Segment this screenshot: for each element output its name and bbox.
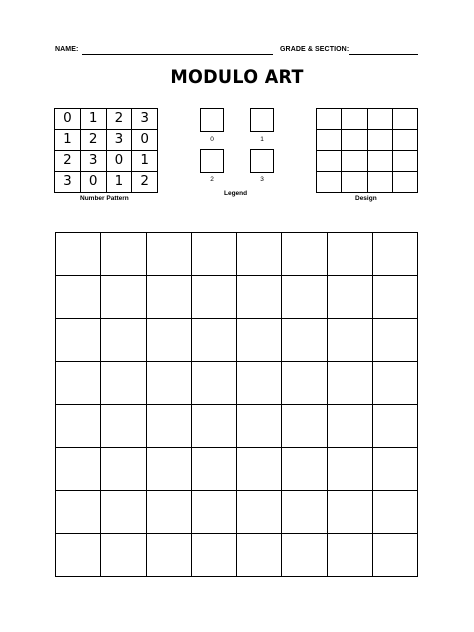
drawing-grid-cell[interactable] <box>282 491 327 534</box>
drawing-grid-cell[interactable] <box>146 405 191 448</box>
design-cell[interactable] <box>342 130 367 151</box>
drawing-grid-cell[interactable] <box>56 448 101 491</box>
design-cell[interactable] <box>367 109 392 130</box>
drawing-grid-cell[interactable] <box>372 233 417 276</box>
grade-section-field-line[interactable] <box>349 54 418 55</box>
drawing-grid-cell[interactable] <box>237 534 282 577</box>
drawing-grid-cell[interactable] <box>101 534 146 577</box>
drawing-grid-cell[interactable] <box>237 405 282 448</box>
pattern-cell: 1 <box>106 172 132 193</box>
legend-key-3: 3 <box>260 176 264 183</box>
drawing-grid-cell[interactable] <box>191 405 236 448</box>
design-row <box>317 109 418 130</box>
drawing-grid-cell[interactable] <box>101 448 146 491</box>
drawing-grid-cell[interactable] <box>372 491 417 534</box>
drawing-grid-cell[interactable] <box>101 362 146 405</box>
drawing-grid-cell[interactable] <box>191 534 236 577</box>
number-pattern-grid <box>54 108 158 193</box>
legend-label: Legend <box>224 190 248 197</box>
drawing-grid-cell[interactable] <box>237 233 282 276</box>
design-cell[interactable] <box>392 151 417 172</box>
pattern-row <box>55 109 158 130</box>
legend-box-3[interactable] <box>250 149 274 173</box>
drawing-grid-cell[interactable] <box>372 405 417 448</box>
drawing-grid-cell[interactable] <box>372 534 417 577</box>
name-label: NAME: <box>55 46 79 53</box>
drawing-grid-cell[interactable] <box>56 276 101 319</box>
drawing-grid-cell[interactable] <box>327 362 372 405</box>
drawing-grid-row <box>56 405 418 448</box>
design-cell[interactable] <box>367 151 392 172</box>
drawing-grid-cell[interactable] <box>101 405 146 448</box>
pattern-row <box>55 172 158 193</box>
drawing-grid-cell[interactable] <box>282 233 327 276</box>
drawing-grid-cell[interactable] <box>237 362 282 405</box>
pattern-cell: 1 <box>132 151 158 172</box>
drawing-grid-cell[interactable] <box>282 362 327 405</box>
drawing-grid-cell[interactable] <box>101 319 146 362</box>
design-cell[interactable] <box>317 151 342 172</box>
drawing-grid-cell[interactable] <box>56 534 101 577</box>
drawing-grid-cell[interactable] <box>237 319 282 362</box>
design-row <box>317 151 418 172</box>
drawing-grid-cell[interactable] <box>56 319 101 362</box>
drawing-grid-cell[interactable] <box>101 276 146 319</box>
design-cell[interactable] <box>342 172 367 193</box>
legend-key-1: 1 <box>260 136 264 143</box>
drawing-grid-cell[interactable] <box>237 448 282 491</box>
drawing-grid-cell[interactable] <box>191 448 236 491</box>
pattern-row <box>55 130 158 151</box>
legend-box-0[interactable] <box>200 108 224 132</box>
page-title: MODULO ART <box>170 66 304 88</box>
design-row <box>317 130 418 151</box>
drawing-grid-cell[interactable] <box>327 233 372 276</box>
number-pattern-label: Number Pattern <box>80 195 129 202</box>
design-cell[interactable] <box>317 109 342 130</box>
drawing-grid-cell[interactable] <box>191 276 236 319</box>
pattern-cell: 3 <box>55 172 81 193</box>
drawing-grid-cell[interactable] <box>327 448 372 491</box>
pattern-cell: 2 <box>55 151 81 172</box>
legend-box-2[interactable] <box>200 149 224 173</box>
legend-box-1[interactable] <box>250 108 274 132</box>
pattern-cell: 3 <box>106 130 132 151</box>
drawing-grid-cell[interactable] <box>282 276 327 319</box>
design-cell[interactable] <box>317 130 342 151</box>
drawing-grid-cell[interactable] <box>282 405 327 448</box>
design-label: Design <box>355 195 377 202</box>
drawing-grid-cell[interactable] <box>282 448 327 491</box>
pattern-cell: 0 <box>132 130 158 151</box>
drawing-grid-row <box>56 491 418 534</box>
drawing-grid-row <box>56 362 418 405</box>
pattern-cell: 0 <box>106 151 132 172</box>
design-cell[interactable] <box>342 109 367 130</box>
drawing-grid-cell[interactable] <box>56 491 101 534</box>
pattern-cell: 1 <box>55 130 81 151</box>
drawing-grid-cell[interactable] <box>191 233 236 276</box>
drawing-grid-row <box>56 319 418 362</box>
drawing-grid-cell[interactable] <box>146 534 191 577</box>
drawing-grid-row <box>56 233 418 276</box>
pattern-cell: 3 <box>80 151 106 172</box>
drawing-grid-cell[interactable] <box>191 491 236 534</box>
pattern-cell: 0 <box>55 109 81 130</box>
design-cell[interactable] <box>392 172 417 193</box>
drawing-grid-cell[interactable] <box>327 319 372 362</box>
drawing-grid <box>55 232 418 577</box>
drawing-grid-cell[interactable] <box>327 534 372 577</box>
drawing-grid-cell[interactable] <box>101 233 146 276</box>
drawing-grid-row <box>56 448 418 491</box>
grade-section-label: GRADE & SECTION: <box>280 46 350 53</box>
pattern-cell: 3 <box>132 109 158 130</box>
drawing-grid-cell[interactable] <box>101 491 146 534</box>
design-row <box>317 172 418 193</box>
drawing-grid-cell[interactable] <box>327 491 372 534</box>
drawing-grid-cell[interactable] <box>191 362 236 405</box>
drawing-grid-cell[interactable] <box>146 448 191 491</box>
drawing-grid-row <box>56 534 418 577</box>
pattern-cell: 1 <box>80 109 106 130</box>
design-cell[interactable] <box>317 172 342 193</box>
drawing-grid-cell[interactable] <box>146 319 191 362</box>
pattern-cell: 2 <box>80 130 106 151</box>
drawing-grid-cell[interactable] <box>282 319 327 362</box>
drawing-grid-cell[interactable] <box>146 276 191 319</box>
drawing-grid-cell[interactable] <box>372 362 417 405</box>
drawing-grid-cell[interactable] <box>372 319 417 362</box>
drawing-grid-cell[interactable] <box>327 405 372 448</box>
drawing-grid-cell[interactable] <box>372 276 417 319</box>
design-cell[interactable] <box>367 172 392 193</box>
pattern-cell: 0 <box>80 172 106 193</box>
design-cell[interactable] <box>342 151 367 172</box>
design-grid <box>316 108 418 193</box>
legend-key-2: 2 <box>210 176 214 183</box>
drawing-grid-cell[interactable] <box>327 276 372 319</box>
pattern-cell: 2 <box>106 109 132 130</box>
drawing-grid-cell[interactable] <box>191 319 236 362</box>
pattern-cell: 2 <box>132 172 158 193</box>
pattern-row <box>55 151 158 172</box>
drawing-grid-cell[interactable] <box>146 491 191 534</box>
drawing-grid-cell[interactable] <box>56 362 101 405</box>
drawing-grid-cell[interactable] <box>146 362 191 405</box>
drawing-grid-cell[interactable] <box>372 448 417 491</box>
design-cell[interactable] <box>392 109 417 130</box>
design-cell[interactable] <box>392 130 417 151</box>
drawing-grid-cell[interactable] <box>56 405 101 448</box>
design-cell[interactable] <box>367 130 392 151</box>
drawing-grid-row <box>56 276 418 319</box>
drawing-grid-cell[interactable] <box>56 233 101 276</box>
name-field-line[interactable] <box>82 54 273 55</box>
drawing-grid-cell[interactable] <box>282 534 327 577</box>
legend-key-0: 0 <box>210 136 214 143</box>
drawing-grid-cell[interactable] <box>237 276 282 319</box>
drawing-grid-cell[interactable] <box>146 233 191 276</box>
drawing-grid-cell[interactable] <box>237 491 282 534</box>
